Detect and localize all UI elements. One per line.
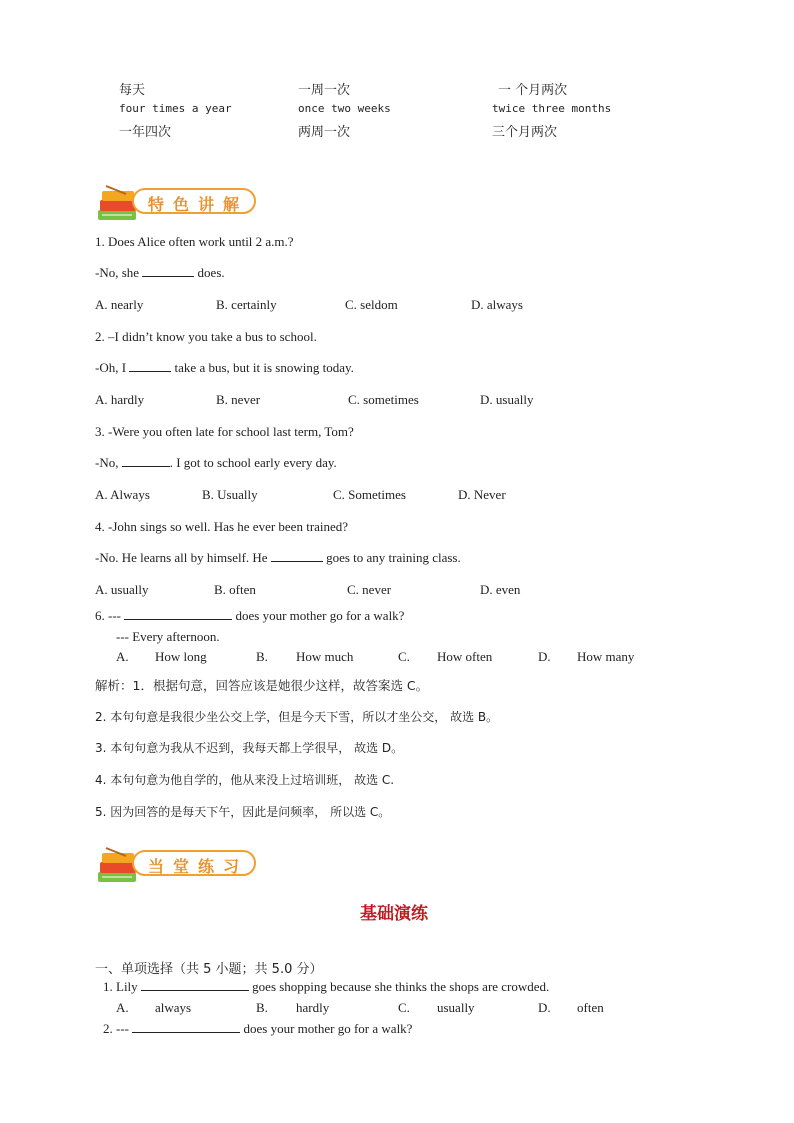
answer-prefix: -No. He learns all by himself. He — [95, 550, 268, 565]
option: B. never — [216, 392, 261, 407]
option-text: How many — [577, 649, 635, 664]
option: A. usually — [95, 582, 149, 597]
option-text: How much — [296, 649, 354, 664]
banner-pill — [132, 188, 256, 214]
option: D. Never — [458, 487, 506, 502]
analysis-line: 解析：1．根据句意，回答应该是她很少这样，故答案选 C。 — [95, 678, 429, 693]
question-suffix: goes shopping because she thinks the shops are crowded. — [252, 979, 550, 994]
option: A. Always — [95, 487, 150, 502]
answer-line — [95, 265, 225, 281]
option: B. certainly — [216, 297, 277, 312]
exercise-question — [103, 979, 549, 995]
option: A. hardly — [95, 392, 145, 407]
option: C. never — [347, 582, 392, 597]
question-prefix: 2. --- — [103, 1021, 129, 1036]
option: D. even — [480, 582, 521, 597]
freq-cell: 一年四次 — [119, 125, 172, 140]
option-text: How often — [437, 649, 493, 664]
analysis-line: 5. 因为回答的是每天下午，因此是问频率， 所以选 C。 — [95, 805, 391, 819]
answer-blank — [129, 360, 171, 372]
answer-blank — [122, 455, 170, 467]
option-letter: A. — [116, 649, 129, 664]
option-letter: A. — [116, 1000, 129, 1015]
option-letter: C. — [398, 649, 410, 664]
option-text: always — [155, 1000, 192, 1015]
freq-cell: 一 个月两次 — [498, 83, 568, 98]
freq-cell: 一周一次 — [298, 83, 351, 98]
option-text: How long — [155, 649, 207, 664]
option-text: hardly — [296, 1000, 330, 1015]
analysis-line: 2. 本句句意是我很少坐公交上学，但是今天下雪，所以才坐公交， 故选 B。 — [95, 710, 499, 724]
freq-cell: 三个月两次 — [492, 125, 558, 140]
question-prefix: 6. --- — [95, 608, 121, 623]
answer-blank — [142, 265, 194, 277]
answer-blank — [132, 1021, 240, 1033]
answer-line — [95, 550, 461, 566]
question-line — [95, 608, 404, 624]
option-letter: C. — [398, 1000, 410, 1015]
answer-suffix: does. — [197, 265, 225, 280]
exercise-question — [103, 1021, 412, 1037]
option: D. usually — [480, 392, 534, 407]
answer-blank — [124, 608, 232, 620]
answer-line — [95, 360, 354, 376]
analysis-line: 3. 本句句意为我从不迟到，我每天都上学很早， 故选 D。 — [95, 741, 404, 755]
option: A. nearly — [95, 297, 144, 312]
freq-cell: 每天 — [119, 83, 146, 98]
answer-prefix: -Oh, I — [95, 360, 127, 375]
option: B. often — [214, 582, 256, 597]
question-text: 4. -John sings so well. Has he ever been trained? — [95, 519, 349, 534]
section-banner-feature — [96, 180, 258, 226]
option-letter: B. — [256, 649, 268, 664]
option-text: usually — [437, 1000, 475, 1015]
question-text: 1. Does Alice often work until 2 a.m.? — [95, 234, 294, 249]
answer-suffix: . I got to school early every day. — [169, 455, 337, 470]
reply-text: --- Every afternoon. — [116, 629, 220, 644]
option-letter: D. — [538, 649, 551, 664]
question-suffix: does your mother go for a walk? — [235, 608, 405, 623]
freq-cell: 两周一次 — [298, 125, 351, 140]
section-banner-practice — [96, 842, 258, 888]
answer-blank — [271, 550, 323, 562]
option-text: often — [577, 1000, 604, 1015]
option-letter: B. — [256, 1000, 268, 1015]
banner-label: 特色讲解 — [148, 195, 249, 214]
answer-line — [95, 455, 337, 471]
question-suffix: does your mother go for a walk? — [243, 1021, 413, 1036]
answer-blank — [141, 979, 249, 991]
option: C. sometimes — [348, 392, 419, 407]
answer-suffix: goes to any training class. — [326, 550, 461, 565]
banner-label: 当堂练习 — [148, 857, 249, 876]
option: C. seldom — [345, 297, 398, 312]
exercise-heading: 一、单项选择（共 5 小题；共 5.0 分） — [95, 962, 323, 977]
option: C. Sometimes — [333, 487, 406, 502]
option: B. Usually — [202, 487, 258, 502]
question-text: 3. -Were you often late for school last term, Tom? — [95, 424, 354, 439]
freq-cell: four times a year — [119, 102, 232, 115]
answer-prefix: -No, she — [95, 265, 140, 280]
analysis-line: 4. 本句句意为他自学的，他从来没上过培训班， 故选 C. — [95, 773, 395, 787]
question-prefix: 1. Lily — [103, 979, 138, 994]
option-letter: D. — [538, 1000, 551, 1015]
freq-cell: once two weeks — [298, 102, 391, 115]
section-title: 基础演练 — [360, 904, 428, 924]
option: D. always — [471, 297, 523, 312]
question-text: 2. –I didn’t know you take a bus to school. — [95, 329, 317, 344]
answer-prefix: -No, — [95, 455, 119, 470]
answer-suffix: take a bus, but it is snowing today. — [174, 360, 354, 375]
banner-pill — [132, 850, 256, 876]
freq-cell: twice three months — [492, 102, 612, 115]
